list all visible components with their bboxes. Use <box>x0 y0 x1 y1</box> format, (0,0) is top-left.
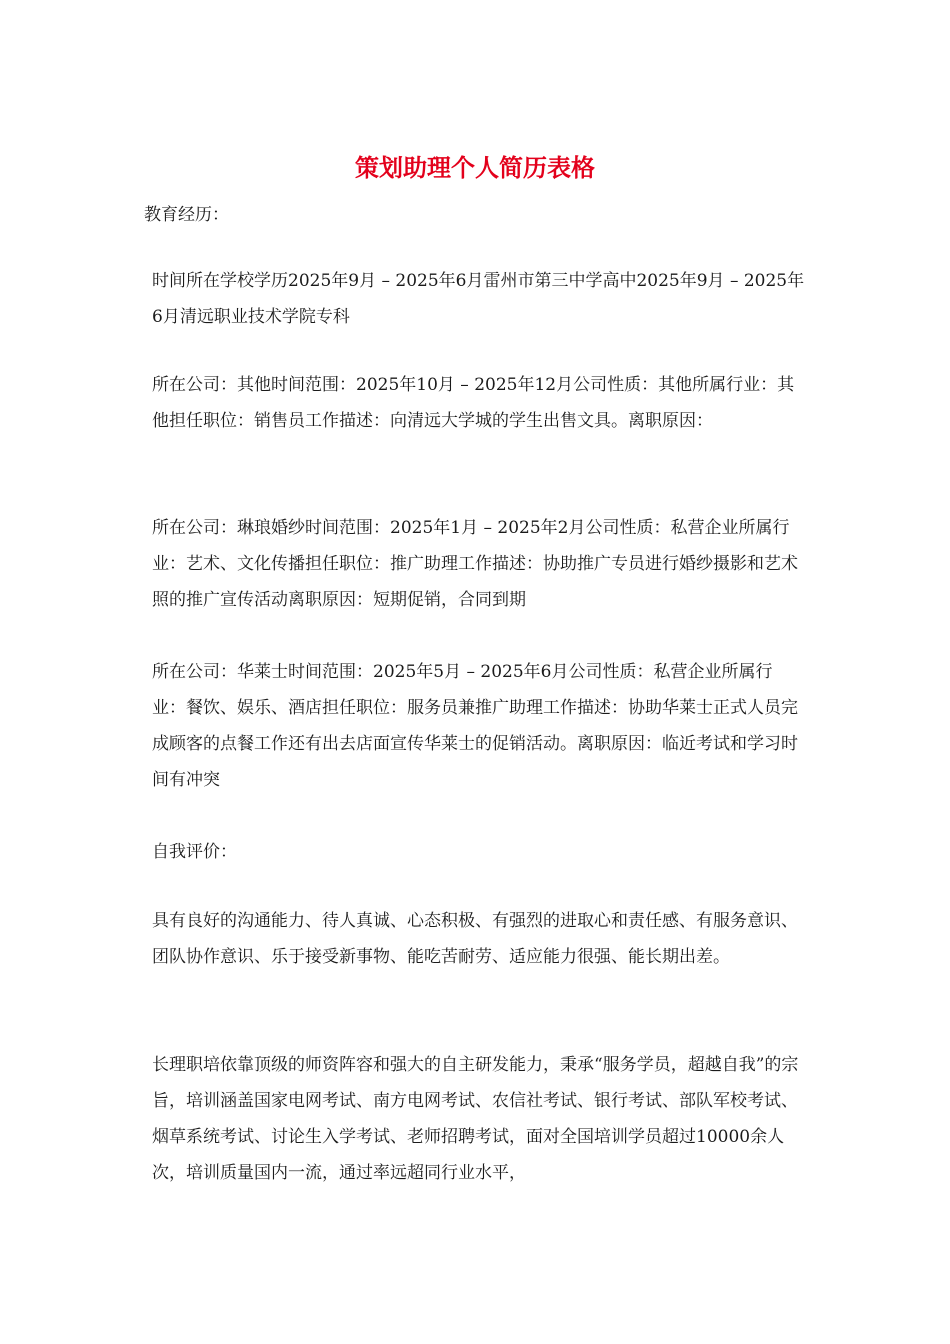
promo-paragraph: 长理职培依靠顶级的师资阵容和强大的自主研发能力，秉承“服务学员，超越自我”的宗旨，培训涵盖国家电网考试、南方电网考试、农信社考试、银行考试、部队军校考试、烟草系统考试、讨论生入学考试、老师招聘考试，面对全国培训学员超过10000余人次，培训质量国内一流，通过率远超同行业水平， <box>152 1055 799 1183</box>
work-experience-1: 所在公司：其他时间范围：2025年10月 – 2025年12月公司性质：其他所属行业：其他担任职位：销售员工作描述：向清远大学城的学生出售文具。离职原因： <box>152 375 795 431</box>
section-heading-education: 教育经历： <box>144 205 229 225</box>
work-experience-2: 所在公司：琳琅婚纱时间范围：2025年1月 – 2025年2月公司性质：私营企业所属行业：艺术、文化传播担任职位：推广助理工作描述：协助推广专员进行婚纱摄影和艺术照的推广宣传活动离职原因：短期促销，合同到期 <box>152 518 798 610</box>
section-heading-self-evaluation: 自我评价： <box>152 842 237 862</box>
education-paragraph: 时间所在学校学历2025年9月 – 2025年6月雷州市第三中学高中2025年9月 – 2025年6月清远职业技术学院专科 <box>152 271 805 327</box>
work-experience-3: 所在公司：华莱士时间范围：2025年5月 – 2025年6月公司性质：私营企业所属行业：餐饮、娱乐、酒店担任职位：服务员兼推广助理工作描述：协助华莱士正式人员完成顾客的点餐工作还有出去店面宣传华莱士的促销活动。离职原因：临近考试和学习时间有冲突 <box>152 662 798 790</box>
document-title: 策划助理个人简历表格 <box>355 153 595 182</box>
self-evaluation-paragraph: 具有良好的沟通能力、待人真诚、心态积极、有强烈的进取心和责任感、有服务意识、团队协作意识、乐于接受新事物、能吃苦耐劳、适应能力很强、能长期出差。 <box>152 911 798 967</box>
